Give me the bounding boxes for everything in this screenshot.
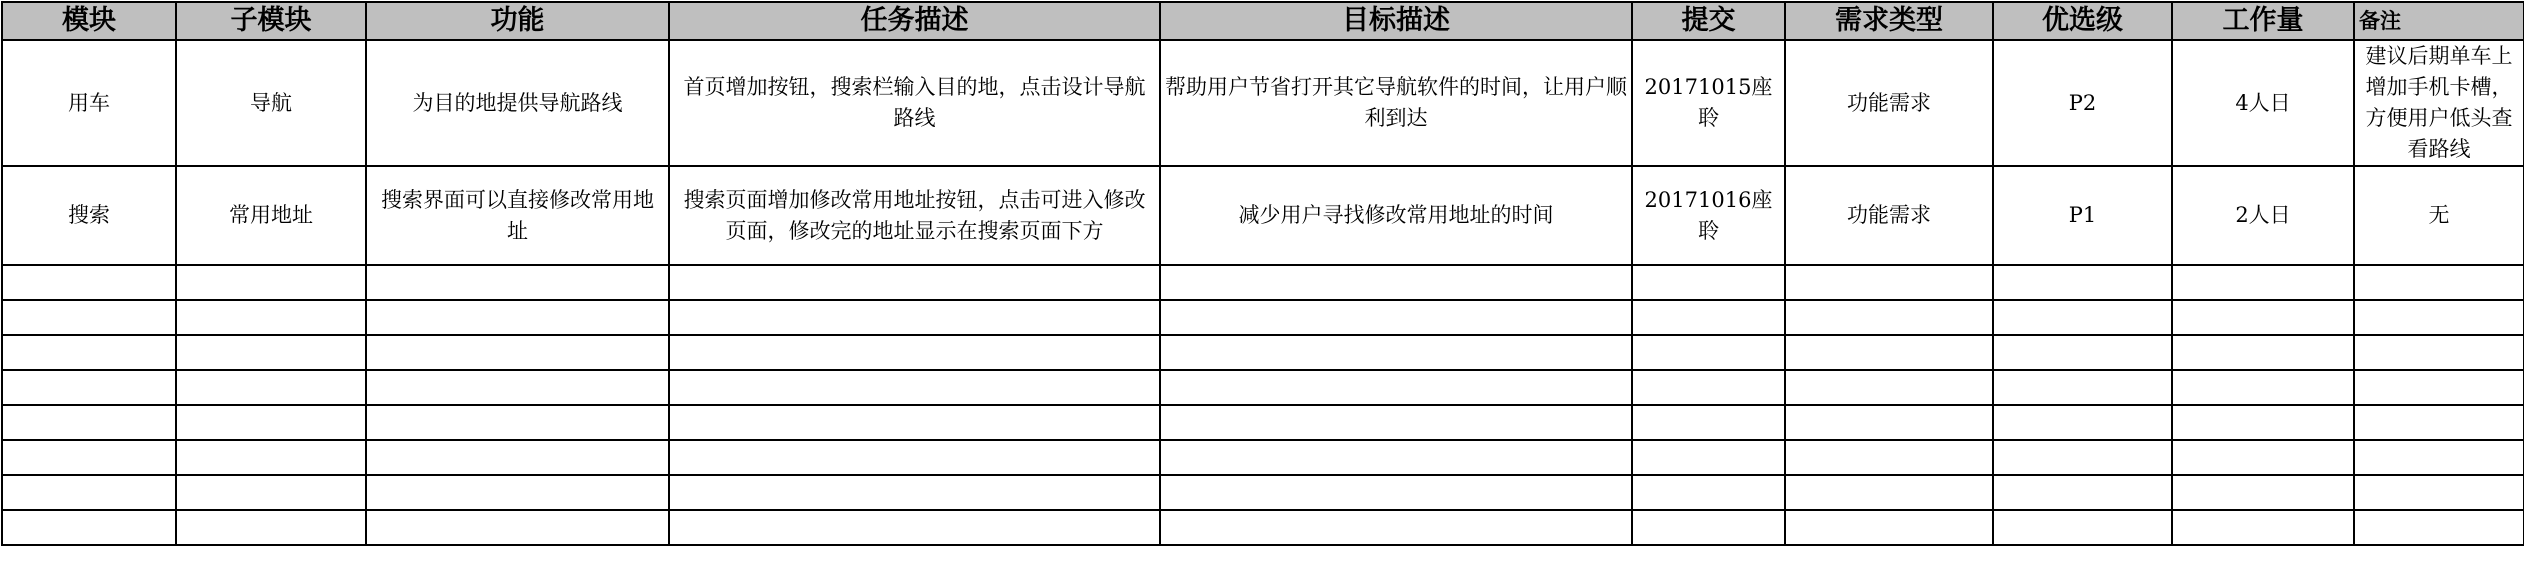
header-submit[interactable]: 提交	[1632, 2, 1785, 40]
header-submodule[interactable]: 子模块	[176, 2, 366, 40]
empty-cell[interactable]	[1993, 475, 2172, 510]
empty-cell[interactable]	[176, 265, 366, 300]
empty-cell[interactable]	[2354, 510, 2524, 545]
empty-cell[interactable]	[1632, 475, 1785, 510]
empty-cell[interactable]	[1785, 440, 1993, 475]
empty-cell[interactable]	[2, 440, 176, 475]
empty-cell[interactable]	[1632, 300, 1785, 335]
empty-cell[interactable]	[1785, 335, 1993, 370]
empty-row	[2, 265, 2524, 300]
empty-cell[interactable]	[176, 370, 366, 405]
empty-cell[interactable]	[1993, 370, 2172, 405]
empty-cell[interactable]	[1160, 300, 1632, 335]
empty-cell[interactable]	[1160, 370, 1632, 405]
cell-req-type[interactable]: 功能需求	[1785, 166, 1993, 265]
empty-row	[2, 300, 2524, 335]
empty-cell[interactable]	[669, 405, 1160, 440]
empty-cell[interactable]	[366, 440, 669, 475]
header-workload[interactable]: 工作量	[2172, 2, 2354, 40]
empty-cell[interactable]	[366, 510, 669, 545]
empty-cell[interactable]	[1632, 335, 1785, 370]
header-module[interactable]: 模块	[2, 2, 176, 40]
empty-cell[interactable]	[176, 335, 366, 370]
cell-workload[interactable]: 2人日	[2172, 166, 2354, 265]
empty-cell[interactable]	[366, 300, 669, 335]
header-task-desc[interactable]: 任务描述	[669, 2, 1160, 40]
empty-cell[interactable]	[366, 405, 669, 440]
empty-cell[interactable]	[1632, 510, 1785, 545]
empty-cell[interactable]	[2172, 265, 2354, 300]
empty-cell[interactable]	[2172, 335, 2354, 370]
empty-cell[interactable]	[176, 440, 366, 475]
empty-cell[interactable]	[2172, 405, 2354, 440]
empty-cell[interactable]	[176, 475, 366, 510]
empty-cell[interactable]	[1993, 405, 2172, 440]
empty-cell[interactable]	[1785, 510, 1993, 545]
cell-task-desc[interactable]: 搜索页面增加修改常用地址按钮，点击可进入修改页面，修改完的地址显示在搜索页面下方	[669, 166, 1160, 265]
empty-cell[interactable]	[366, 370, 669, 405]
header-goal-desc[interactable]: 目标描述	[1160, 2, 1632, 40]
empty-cell[interactable]	[2, 300, 176, 335]
header-feature[interactable]: 功能	[366, 2, 669, 40]
empty-cell[interactable]	[2172, 510, 2354, 545]
table-row	[2, 166, 2524, 265]
cell-submodule[interactable]: 导航	[176, 40, 366, 166]
empty-cell[interactable]	[2354, 440, 2524, 475]
empty-cell[interactable]	[1993, 300, 2172, 335]
empty-row	[2, 370, 2524, 405]
empty-cell[interactable]	[1993, 440, 2172, 475]
empty-cell[interactable]	[2172, 300, 2354, 335]
empty-cell[interactable]	[366, 265, 669, 300]
empty-cell[interactable]	[1993, 510, 2172, 545]
empty-row	[2, 475, 2524, 510]
empty-row	[2, 440, 2524, 475]
empty-cell[interactable]	[366, 475, 669, 510]
empty-cell[interactable]	[1785, 475, 1993, 510]
empty-cell[interactable]	[1785, 370, 1993, 405]
empty-cell[interactable]	[669, 440, 1160, 475]
empty-cell[interactable]	[1160, 475, 1632, 510]
empty-cell[interactable]	[2354, 300, 2524, 335]
empty-cell[interactable]	[1632, 370, 1785, 405]
empty-cell[interactable]	[2172, 475, 2354, 510]
empty-cell[interactable]	[669, 475, 1160, 510]
empty-cell[interactable]	[2, 265, 176, 300]
table-row	[2, 40, 2524, 166]
requirements-table	[1, 1, 2524, 546]
empty-cell[interactable]	[1160, 335, 1632, 370]
empty-cell[interactable]	[669, 370, 1160, 405]
header-req-type[interactable]: 需求类型	[1785, 2, 1993, 40]
empty-cell[interactable]	[1632, 440, 1785, 475]
cell-req-type[interactable]: 功能需求	[1785, 40, 1993, 166]
empty-cell[interactable]	[1785, 405, 1993, 440]
cell-module[interactable]: 搜索	[2, 166, 176, 265]
empty-cell[interactable]	[1993, 335, 2172, 370]
empty-cell[interactable]	[2354, 335, 2524, 370]
empty-cell[interactable]	[1993, 265, 2172, 300]
empty-cell[interactable]	[669, 300, 1160, 335]
header-row	[2, 2, 2524, 40]
empty-cell[interactable]	[2172, 370, 2354, 405]
empty-cell[interactable]	[1160, 510, 1632, 545]
empty-cell[interactable]	[669, 335, 1160, 370]
empty-cell[interactable]	[2, 405, 176, 440]
cell-task-desc[interactable]: 首页增加按钮，搜索栏输入目的地，点击设计导航路线	[669, 40, 1160, 166]
cell-submodule[interactable]: 常用地址	[176, 166, 366, 265]
cell-priority[interactable]: P2	[1993, 40, 2172, 166]
empty-cell[interactable]	[1160, 440, 1632, 475]
cell-note[interactable]: 建议后期单车上增加手机卡槽，方便用户低头查看路线	[2354, 40, 2524, 166]
empty-cell[interactable]	[1632, 265, 1785, 300]
empty-cell[interactable]	[2354, 265, 2524, 300]
cell-goal-desc[interactable]: 帮助用户节省打开其它导航软件的时间，让用户顺利到达	[1160, 40, 1632, 166]
empty-cell[interactable]	[1160, 265, 1632, 300]
empty-cell[interactable]	[2354, 370, 2524, 405]
empty-cell[interactable]	[176, 405, 366, 440]
empty-cell[interactable]	[2, 475, 176, 510]
empty-cell[interactable]	[2, 370, 176, 405]
empty-cell[interactable]	[176, 300, 366, 335]
empty-cell[interactable]	[366, 335, 669, 370]
cell-priority[interactable]: P1	[1993, 166, 2172, 265]
empty-row	[2, 335, 2524, 370]
empty-row	[2, 405, 2524, 440]
empty-cell[interactable]	[669, 510, 1160, 545]
cell-submit[interactable]: 20171015座聆	[1632, 40, 1785, 166]
empty-cell[interactable]	[1785, 265, 1993, 300]
empty-cell[interactable]	[1785, 300, 1993, 335]
header-note[interactable]: 备注	[2354, 2, 2524, 40]
cell-goal-desc[interactable]: 减少用户寻找修改常用地址的时间	[1160, 166, 1632, 265]
empty-cell[interactable]	[2, 335, 176, 370]
empty-cell[interactable]	[176, 510, 366, 545]
cell-workload[interactable]: 4人日	[2172, 40, 2354, 166]
empty-cell[interactable]	[2172, 440, 2354, 475]
empty-cell[interactable]	[2354, 405, 2524, 440]
cell-note[interactable]: 无	[2354, 166, 2524, 265]
empty-cell[interactable]	[669, 265, 1160, 300]
empty-cell[interactable]	[1160, 405, 1632, 440]
header-priority[interactable]: 优选级	[1993, 2, 2172, 40]
empty-cell[interactable]	[1632, 405, 1785, 440]
cell-feature[interactable]: 为目的地提供导航路线	[366, 40, 669, 166]
cell-feature[interactable]: 搜索界面可以直接修改常用地址	[366, 166, 669, 265]
cell-submit[interactable]: 20171016座聆	[1632, 166, 1785, 265]
cell-module[interactable]: 用车	[2, 40, 176, 166]
empty-cell[interactable]	[2354, 475, 2524, 510]
empty-cell[interactable]	[2, 510, 176, 545]
empty-row	[2, 510, 2524, 545]
